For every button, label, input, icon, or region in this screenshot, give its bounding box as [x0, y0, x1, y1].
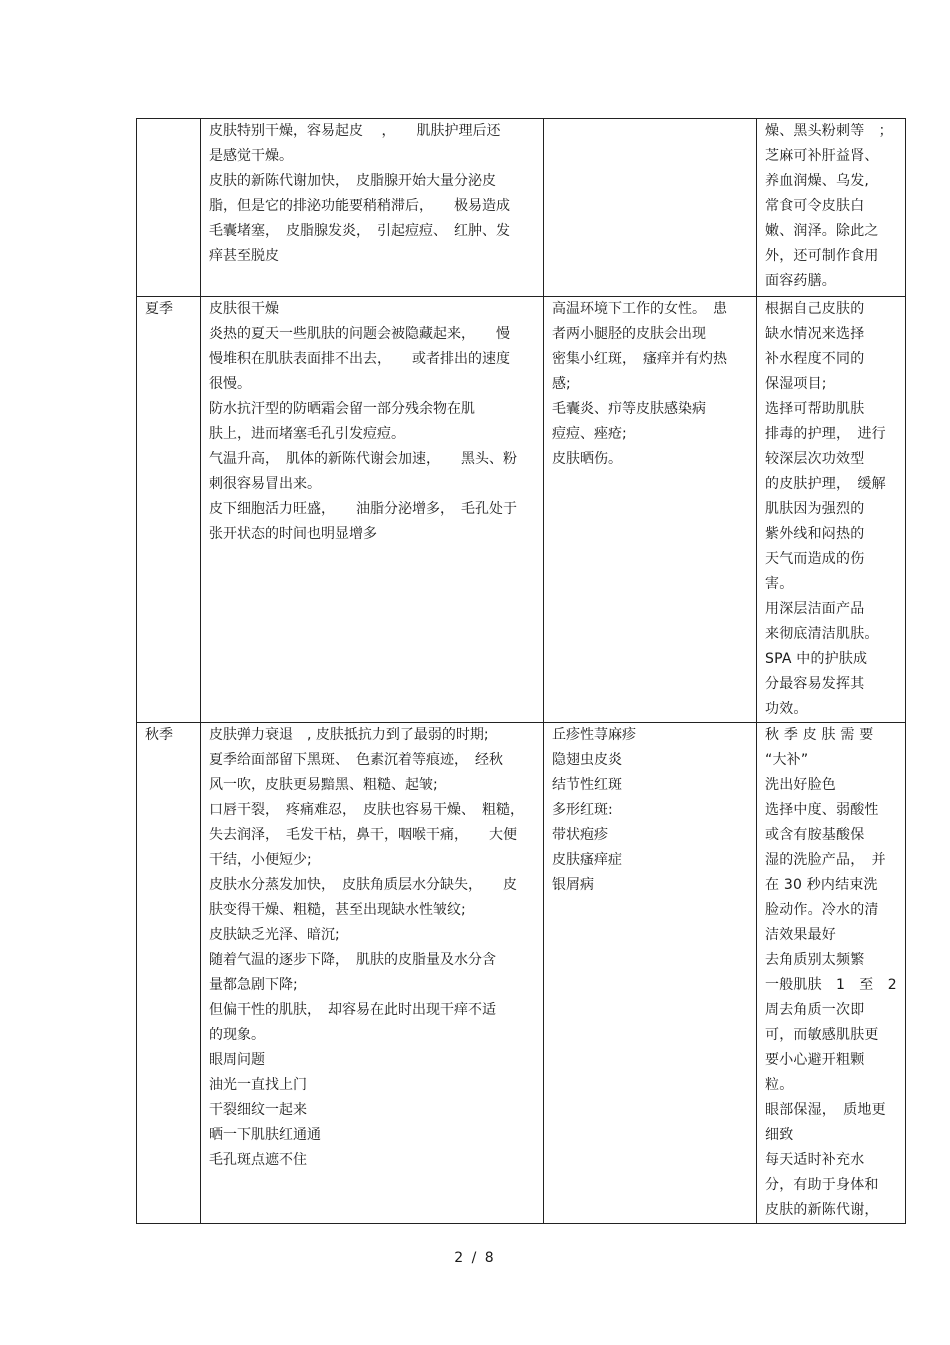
- text-line: 分最容易发挥其: [765, 676, 865, 692]
- text-line: 去角质别太频繁: [765, 952, 865, 968]
- text-line: 皮肤的新陈代谢加快， 皮脂腺开始大量分泌皮: [209, 173, 496, 189]
- text-line: 皮肤水分蒸发加快， 皮肤角质层水分缺失， 皮: [209, 877, 517, 893]
- text-line: 感;: [552, 376, 571, 392]
- symptom-cell: [201, 723, 544, 1224]
- text-line: 防水抗汗型的防晒霜会留一部分残余物在肌: [209, 401, 475, 417]
- text-line: 炎热的夏天一些肌肤的问题会被隐藏起来， 慢: [209, 326, 510, 342]
- text-line: 眼周问题: [209, 1052, 265, 1068]
- text-line: 眼部保湿， 质地更: [765, 1102, 886, 1118]
- text-line: 皮肤晒伤。: [552, 451, 622, 467]
- care-cell: [757, 723, 906, 1224]
- text-line: 密集小红斑， 瘙痒并有灼热: [552, 351, 727, 367]
- text-line: 天气而造成的伤: [765, 551, 865, 567]
- text-line: 是感觉干燥。: [209, 148, 293, 164]
- text-line: 脂，但是它的排泌功能要稍稍滞后， 极易造成: [209, 198, 510, 214]
- text-line: 在 30 秒内结束洗: [765, 877, 878, 893]
- text-line: 用深层洁面产品: [765, 601, 865, 617]
- text-line: 的现象。: [209, 1027, 265, 1043]
- text-line: 气温升高， 肌体的新陈代谢会加速， 黑头、粉: [209, 451, 517, 467]
- text-line: 要小心避开粗颗: [765, 1052, 865, 1068]
- text-line: 或含有胺基酸保: [765, 827, 865, 843]
- text-line: 晒一下肌肤红通通: [209, 1127, 321, 1143]
- text-line: 选择中度、弱酸性: [765, 802, 879, 818]
- text-line: 毛囊炎、疖等皮肤感染病: [552, 401, 706, 417]
- text-line: 结节性红斑: [552, 777, 622, 793]
- text-line: 失去润泽， 毛发干枯，鼻干，咽喉干痛， 大便: [209, 827, 517, 843]
- text-line: 干裂细纹一起来: [209, 1102, 307, 1118]
- text-line: 银屑病: [552, 877, 594, 893]
- text-line: 周去角质一次即: [765, 1002, 865, 1018]
- text-line: 痘痘、痤疮;: [552, 426, 627, 442]
- text-line: 皮肤的新陈代谢，: [765, 1202, 879, 1218]
- text-line: 随着气温的逐步下降， 肌肤的皮脂量及水分含: [209, 952, 496, 968]
- text-line: 面容药膳。: [765, 273, 836, 289]
- text-line: 但偏干性的肌肤， 却容易在此时出现干痒不适: [209, 1002, 496, 1018]
- season-cell: [137, 119, 201, 297]
- text-line: 毛孔斑点遮不住: [209, 1152, 307, 1168]
- text-line: 肌肤因为强烈的: [765, 501, 865, 517]
- text-line: 根据自己皮肤的: [765, 301, 865, 317]
- text-line: 洗出好脸色: [765, 777, 836, 793]
- table-body: [137, 119, 906, 1224]
- text-line: 细致: [765, 1127, 794, 1143]
- text-line: 油光一直找上门: [209, 1077, 307, 1093]
- text-line: 刺很容易冒出来。: [209, 476, 321, 492]
- text-line: 皮下细胞活力旺盛， 油脂分泌增多， 毛孔处于: [209, 501, 517, 517]
- symptom-cell: [201, 119, 544, 297]
- text-line: SPA 中的护肤成: [765, 651, 868, 667]
- symptom-cell: [201, 297, 544, 723]
- text-line: 皮肤特别干燥，容易起皮 ， 肌肤护理后还: [209, 123, 501, 139]
- text-line: 较深层次功效型: [765, 451, 865, 467]
- text-line: 燥、黑头粉刺等 ；: [765, 123, 893, 139]
- text-line: 害。: [765, 576, 794, 592]
- text-line: 分，有助于身体和: [765, 1177, 879, 1193]
- text-line: 紫外线和闷热的: [765, 526, 865, 542]
- disease-cell: [544, 297, 757, 723]
- text-line: 秋 季 皮 肤 需 要: [765, 727, 874, 743]
- season-cell: [137, 723, 201, 1224]
- text-line: 丘疹性荨麻疹: [552, 727, 636, 743]
- text-line: “大补”: [765, 752, 809, 768]
- text-line: 每天适时补充水: [765, 1152, 865, 1168]
- text-line: 外，还可制作食用: [765, 248, 879, 264]
- text-line: 肤上，进而堵塞毛孔引发痘痘。: [209, 426, 405, 442]
- text-line: 常食可令皮肤白: [765, 198, 865, 214]
- text-line: 口唇干裂， 疼痛难忍， 皮肤也容易干燥、 粗糙，: [209, 802, 524, 818]
- text-line: 粒。: [765, 1077, 794, 1093]
- text-line: 痒甚至脱皮: [209, 248, 279, 264]
- text-line: 带状疱疹: [552, 827, 608, 843]
- text-line: 隐翅虫皮炎: [552, 752, 622, 768]
- text-line: 功效。: [765, 701, 808, 717]
- text-line: 皮肤瘙痒症: [552, 852, 622, 868]
- text-line: 干结，小便短少;: [209, 852, 312, 868]
- text-line: 慢堆积在肌肤表面排不出去， 或者排出的速度: [209, 351, 510, 367]
- table-row: [137, 297, 906, 723]
- text-line: 者两小腿胫的皮肤会出现: [552, 326, 706, 342]
- text-line: 养血润燥、乌发,: [765, 173, 870, 189]
- text-line: 缺水情况来选择: [765, 326, 865, 342]
- text-line: 选择可帮助肌肤: [765, 401, 865, 417]
- text-line: 脸动作。冷水的清: [765, 902, 879, 918]
- text-line: 的皮肤护理， 缓解: [765, 476, 886, 492]
- text-line: 皮肤缺乏光泽、暗沉;: [209, 927, 340, 943]
- text-line: 多形红斑:: [552, 802, 613, 818]
- disease-cell: [544, 723, 757, 1224]
- text-line: 排毒的护理， 进行: [765, 426, 886, 442]
- care-cell: [757, 297, 906, 723]
- text-line: 湿的洗脸产品， 并: [765, 852, 886, 868]
- table-row: [137, 119, 906, 297]
- text-line: 一般肌肤 1 至 2: [765, 977, 897, 993]
- season-label: 夏季: [145, 301, 173, 317]
- text-line: 芝麻可补肝益肾、: [765, 148, 879, 164]
- text-line: 高温环境下工作的女性。 患: [552, 301, 727, 317]
- text-line: 风一吹，皮肤更易黯黑、粗糙、起皱;: [209, 777, 438, 793]
- care-cell: [757, 119, 906, 297]
- season-label: 秋季: [145, 727, 173, 743]
- text-line: 可，而敏感肌肤更: [765, 1027, 879, 1043]
- text-line: 毛囊堵塞， 皮脂腺发炎， 引起痘痘、 红肿、发: [209, 223, 510, 239]
- text-line: 补水程度不同的: [765, 351, 865, 367]
- disease-cell: [544, 119, 757, 297]
- season-cell: [137, 297, 201, 723]
- text-line: 很慢。: [209, 376, 251, 392]
- page-number: 2 / 8: [454, 1250, 496, 1266]
- text-line: 夏季给面部留下黑斑、 色素沉着等痕迹， 经秋: [209, 752, 503, 768]
- text-line: 量都急剧下降;: [209, 977, 298, 993]
- text-line: 肤变得干燥、粗糙，甚至出现缺水性皱纹;: [209, 902, 466, 918]
- text-line: 来彻底清洁肌肤。: [765, 626, 879, 642]
- text-line: 保湿项目;: [765, 376, 827, 392]
- text-line: 张开状态的时间也明显增多: [209, 526, 377, 542]
- skin-care-table: [136, 118, 906, 1224]
- text-line: 皮肤很干燥: [209, 301, 279, 317]
- text-line: 洁效果最好: [765, 927, 836, 943]
- text-line: 嫩、润泽。除此之: [765, 223, 879, 239]
- table-row: [137, 723, 906, 1224]
- text-line: 皮肤弹力衰退 , 皮肤抵抗力到了最弱的时期;: [209, 727, 489, 743]
